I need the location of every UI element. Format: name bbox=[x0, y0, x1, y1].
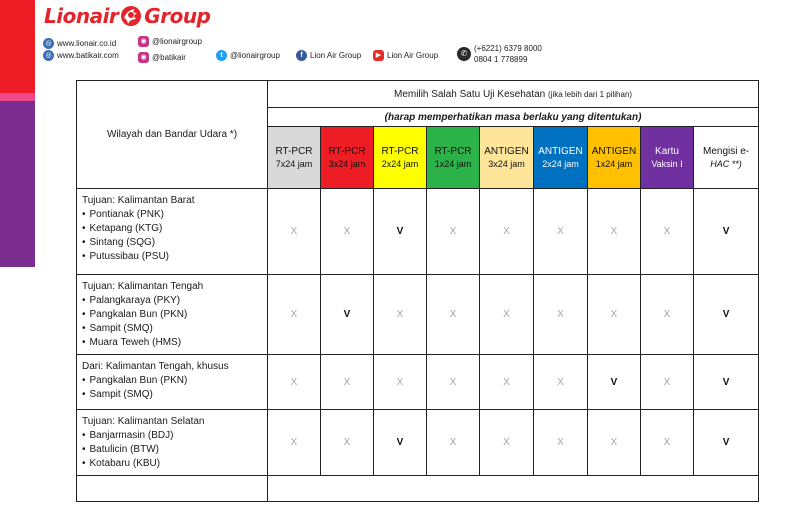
test-header-2 bbox=[374, 127, 427, 189]
airport-item: • Pontianak (PNK) bbox=[82, 208, 262, 222]
instagram-icon: ◉ bbox=[138, 36, 149, 47]
left-pink-bar bbox=[0, 93, 35, 101]
not-required-mark: X bbox=[588, 275, 641, 355]
brand-name-lion: Lion bbox=[44, 4, 90, 28]
twitter-icon: t bbox=[216, 50, 227, 61]
airport-item: • Putussibau (PSU) bbox=[82, 250, 262, 264]
phone-contact[interactable] bbox=[457, 43, 542, 65]
test-header-3 bbox=[427, 127, 480, 189]
not-required-mark: X bbox=[534, 275, 588, 355]
left-purple-bar bbox=[0, 101, 35, 267]
health-test-table bbox=[76, 80, 759, 502]
airport-item: • Muara Teweh (HMS) bbox=[82, 336, 262, 350]
region-cell bbox=[77, 355, 268, 410]
not-required-mark: X bbox=[480, 189, 534, 275]
required-mark: V bbox=[694, 410, 759, 476]
test-validity: 1x24 jam bbox=[434, 158, 472, 169]
website-batikair[interactable]: ◎ www.batikair.com bbox=[43, 50, 119, 61]
airport-item: • Pangkalan Bun (PKN) bbox=[82, 308, 262, 322]
test-name: Kartu bbox=[655, 145, 679, 157]
required-mark: V bbox=[694, 189, 759, 275]
not-required-mark: X bbox=[534, 410, 588, 476]
not-required-mark: X bbox=[588, 189, 641, 275]
required-mark: V bbox=[694, 355, 759, 410]
not-required-mark: X bbox=[427, 355, 480, 410]
not-required-mark: X bbox=[268, 410, 321, 476]
phone-number-2: 0804 1 778899 bbox=[474, 55, 528, 64]
test-name: RT-PCR bbox=[381, 145, 419, 157]
table-subtitle: (harap memperhatikan masa berlaku yang ditentukan) bbox=[268, 108, 759, 127]
brand-logo bbox=[44, 4, 210, 28]
airport-item: • Pangkalan Bun (PKN) bbox=[82, 374, 262, 388]
test-name: RT-PCR bbox=[275, 145, 313, 157]
test-validity: 7x24 jam bbox=[275, 158, 313, 169]
test-header-4 bbox=[480, 127, 534, 189]
region-cell bbox=[77, 410, 268, 476]
airport-item: • Ketapang (KTG) bbox=[82, 222, 262, 236]
not-required-mark: X bbox=[641, 410, 694, 476]
table-row bbox=[77, 410, 759, 476]
empty-row bbox=[77, 476, 759, 502]
table-row bbox=[77, 355, 759, 410]
not-required-mark: X bbox=[480, 355, 534, 410]
airport-item: • Sampit (SMQ) bbox=[82, 322, 262, 336]
globe-icon: ◎ bbox=[43, 50, 54, 61]
required-mark: V bbox=[694, 275, 759, 355]
brand-name-air: air bbox=[89, 4, 119, 28]
test-name: ANTIGEN bbox=[591, 145, 637, 157]
not-required-mark: X bbox=[480, 275, 534, 355]
table-row bbox=[77, 275, 759, 355]
empty-cell bbox=[77, 476, 268, 502]
region-title: Tujuan: Kalimantan Selatan bbox=[82, 416, 205, 427]
not-required-mark: X bbox=[480, 410, 534, 476]
not-required-mark: X bbox=[534, 189, 588, 275]
not-required-mark: X bbox=[534, 355, 588, 410]
not-required-mark: X bbox=[427, 410, 480, 476]
test-header-0 bbox=[268, 127, 321, 189]
test-name: RT-PCR bbox=[434, 145, 472, 157]
youtube-link[interactable]: ▶ Lion Air Group bbox=[373, 50, 438, 61]
not-required-mark: X bbox=[321, 355, 374, 410]
not-required-mark: X bbox=[427, 189, 480, 275]
test-name: RT-PCR bbox=[328, 145, 366, 157]
instagram-icon: ◉ bbox=[138, 52, 149, 63]
test-name: ANTIGEN bbox=[538, 145, 583, 157]
not-required-mark: X bbox=[268, 355, 321, 410]
airport-item: • Batulicin (BTW) bbox=[82, 443, 262, 457]
not-required-mark: X bbox=[374, 355, 427, 410]
globe-icon: ◎ bbox=[43, 38, 54, 49]
not-required-mark: X bbox=[268, 189, 321, 275]
test-validity: 3x24 jam bbox=[328, 158, 366, 169]
required-mark: V bbox=[588, 355, 641, 410]
not-required-mark: X bbox=[321, 189, 374, 275]
test-header-6 bbox=[588, 127, 641, 189]
airport-item: • Sintang (SQG) bbox=[82, 236, 262, 250]
lion-logo-icon bbox=[119, 4, 143, 28]
test-header-5 bbox=[534, 127, 588, 189]
not-required-mark: X bbox=[641, 355, 694, 410]
airport-item: • Kotabaru (KBU) bbox=[82, 457, 262, 471]
facebook-link[interactable]: f Lion Air Group bbox=[296, 50, 361, 61]
required-mark: V bbox=[374, 189, 427, 275]
not-required-mark: X bbox=[427, 275, 480, 355]
airport-item: • Banjarmasin (BDJ) bbox=[82, 429, 262, 443]
test-validity: 3x24 jam bbox=[488, 158, 525, 169]
test-header-7 bbox=[641, 127, 694, 189]
not-required-mark: X bbox=[588, 410, 641, 476]
instagram-lionair[interactable]: ◉ @lionairgroup bbox=[138, 36, 202, 47]
region-title: Tujuan: Kalimantan Barat bbox=[82, 195, 195, 206]
test-validity: 1x24 jam bbox=[595, 158, 633, 169]
region-cell bbox=[77, 189, 268, 275]
table-body bbox=[77, 189, 759, 502]
website-lionair[interactable]: ◎ www.lionair.co.id bbox=[43, 38, 116, 49]
test-header-1 bbox=[321, 127, 374, 189]
not-required-mark: X bbox=[268, 275, 321, 355]
not-required-mark: X bbox=[321, 410, 374, 476]
region-title: Tujuan: Kalimantan Tengah bbox=[82, 281, 204, 292]
test-validity: HAC **) bbox=[710, 158, 742, 169]
youtube-icon: ▶ bbox=[373, 50, 384, 61]
region-cell bbox=[77, 275, 268, 355]
not-required-mark: X bbox=[641, 189, 694, 275]
not-required-mark: X bbox=[641, 275, 694, 355]
test-header-8 bbox=[694, 127, 759, 189]
table-row bbox=[77, 189, 759, 275]
not-required-mark: X bbox=[374, 275, 427, 355]
region-header: Wilayah dan Bandar Udara *) bbox=[77, 81, 268, 189]
brand-name-group: Group bbox=[144, 4, 211, 28]
empty-cell bbox=[268, 476, 759, 502]
phone-icon: ✆ bbox=[457, 47, 471, 61]
test-validity: Vaksin I bbox=[651, 158, 683, 169]
test-name: ANTIGEN bbox=[484, 145, 529, 157]
test-validity: 2x24 jam bbox=[542, 158, 579, 169]
required-mark: V bbox=[321, 275, 374, 355]
twitter-link[interactable]: t @lionairgroup bbox=[216, 50, 280, 61]
left-red-bar bbox=[0, 0, 35, 93]
required-mark: V bbox=[374, 410, 427, 476]
test-validity: 2x24 jam bbox=[381, 158, 419, 169]
facebook-icon: f bbox=[296, 50, 307, 61]
test-name: Mengisi e- bbox=[702, 145, 750, 157]
instagram-batikair[interactable]: ◉ @batikair bbox=[138, 52, 186, 63]
phone-number-1: (+6221) 6379 8000 bbox=[474, 44, 542, 53]
airport-item: • Palangkaraya (PKY) bbox=[82, 294, 262, 308]
airport-item: • Sampit (SMQ) bbox=[82, 388, 262, 402]
region-title: Dari: Kalimantan Tengah, khusus bbox=[82, 361, 229, 372]
table-title: Memilih Salah Satu Uji Kesehatan (jika lebih dari 1 pilihan) bbox=[268, 81, 759, 108]
